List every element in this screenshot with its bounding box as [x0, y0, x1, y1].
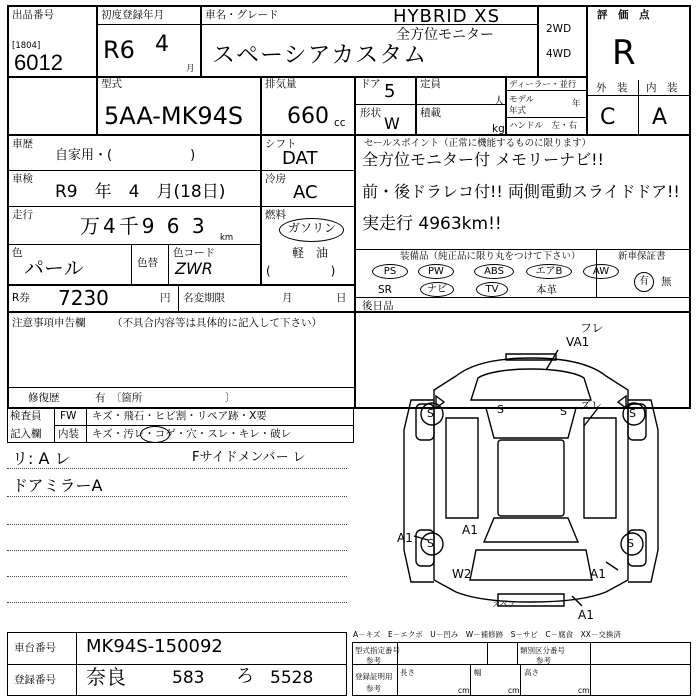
- equip-airbag: エアB: [526, 264, 572, 279]
- plate-class: 583: [172, 668, 205, 688]
- chassis-value: MK94S-150092: [86, 636, 223, 657]
- inspector-label-2: 記入欄: [10, 428, 42, 440]
- fuel-label: 燃料: [265, 209, 286, 221]
- shift-label: シフト: [265, 138, 297, 150]
- equip-leather: 本革: [536, 284, 557, 296]
- equip-navi: ナビ: [420, 282, 454, 297]
- sales-point-3: 実走行 4963km!!: [362, 214, 502, 234]
- mark-rr: S: [627, 537, 634, 550]
- first-reg-year: R6: [103, 36, 135, 64]
- displacement-label: 排気量: [265, 78, 297, 90]
- dealer-label: ディーラー・並行: [509, 80, 577, 90]
- width-unit: cm: [508, 686, 520, 695]
- diagram-legend: A－キズ E－エクボ U－凹み W－補修跡 S－サビ C－腐食 XX－交換済: [353, 630, 621, 639]
- grade-sub: 全方位モニター: [396, 27, 494, 43]
- inspector-label: 検査員: [10, 410, 42, 422]
- plate-kana: ろ: [236, 666, 254, 687]
- lot-sub: [1804]: [12, 41, 41, 51]
- warranty-label: 新車保証書: [618, 251, 666, 262]
- type-label: 型式: [101, 78, 122, 90]
- color-value: パール: [24, 256, 84, 280]
- repair-value: 有 〔箇所: [95, 392, 143, 404]
- handwritten-note-2: ドアミラーA: [12, 476, 103, 495]
- shape-value: W: [384, 114, 400, 133]
- diagram-note-top-2: VA1: [566, 335, 590, 349]
- model-label: 車名・グレード: [205, 9, 279, 21]
- mark-roof-left: S: [497, 403, 504, 416]
- displacement-value: 660: [287, 104, 329, 129]
- rating-label: 評 価 点: [597, 9, 650, 21]
- inspection-label: 車検: [12, 173, 33, 185]
- sales-points-label: セールスポイント（正常に機能するものに限ります）: [364, 138, 592, 149]
- color-code-value: ZWR: [175, 259, 213, 278]
- first-reg-month-unit: 月: [186, 64, 195, 74]
- chassis-label: 車台番号: [14, 642, 56, 654]
- box3-label: 登録証明用: [355, 672, 393, 681]
- car-damage-diagram: [386, 330, 676, 620]
- sales-point-1: 全方位モニター付 メモリーナビ!!: [362, 150, 604, 169]
- equip-pw: PW: [418, 264, 454, 279]
- first-reg-month: 4: [155, 32, 169, 57]
- width-label: 幅: [474, 668, 482, 677]
- capacity-label: 定員: [420, 78, 441, 90]
- shape-label: 形状: [360, 107, 381, 119]
- sales-point-2: 前・後ドラレコ付!! 両側電動スライドドア!!: [362, 182, 680, 201]
- drive-4wd: 4WD: [546, 48, 572, 60]
- diagram-w2: W2: [452, 567, 472, 581]
- ac-label: 冷房: [265, 173, 286, 185]
- plate-number: 5528: [270, 668, 314, 688]
- name-change-day: 日: [336, 292, 347, 304]
- first-reg-label: 初度登録年月: [101, 9, 164, 21]
- lot-label: 出品番号: [12, 9, 54, 21]
- diagram-a1-bottom: A1: [578, 608, 594, 622]
- inspector-interior-label: 内装: [58, 428, 79, 440]
- equip-aw: AW: [583, 264, 619, 279]
- repair-close: 〕: [225, 392, 236, 404]
- car-name: スペーシアカスタム: [212, 42, 428, 68]
- mark-rl: S: [427, 537, 434, 550]
- name-change-month: 月: [282, 292, 293, 304]
- type-value: 5AA-MK94S: [104, 102, 244, 130]
- plate-label: 登録番号: [14, 674, 56, 686]
- color-change-label: 色替: [137, 257, 158, 269]
- doors-label: ドア: [360, 78, 381, 90]
- repair-label: 修復歴: [28, 392, 60, 404]
- use-value: 自家用・( ): [55, 148, 196, 163]
- recycle-label: R券: [12, 292, 30, 304]
- len-label: 長さ: [400, 668, 415, 677]
- fw-items: キズ・飛石・ヒビ割・リペア跡・X要: [92, 410, 267, 422]
- warranty-yes: 有: [634, 272, 654, 292]
- fuel-diesel: 軽 油: [292, 246, 329, 260]
- mileage-value: 万4千9 6 3: [80, 214, 208, 238]
- lot-number: 6012: [14, 50, 63, 75]
- box2-label: 類別区分番号: [520, 646, 565, 655]
- mark-roof-right: S: [560, 405, 567, 418]
- diagram-mark-zure: ズレ: [580, 399, 602, 412]
- mark-fr: S: [629, 407, 636, 420]
- plate-area: 奈良: [86, 665, 126, 689]
- fw-label: FW: [60, 410, 77, 422]
- mileage-unit: km: [220, 233, 234, 243]
- color-label: 色: [12, 247, 23, 259]
- height-label: 高さ: [524, 668, 539, 677]
- notes-label: 注意事項申告欄: [12, 317, 86, 329]
- model-year-unit: 年: [572, 99, 581, 109]
- box2-ref: 参考: [536, 656, 551, 665]
- box1-label: 型式指定番号: [355, 646, 400, 655]
- fuel-gasoline: ガソリン: [288, 221, 337, 235]
- len-unit: cm: [458, 686, 470, 695]
- recycle-unit: 円: [160, 292, 171, 304]
- exterior-label: 外 装: [596, 82, 628, 94]
- equip-sr: SR: [378, 284, 392, 296]
- year-label: 年式: [509, 106, 527, 116]
- interior-label: 内 装: [646, 82, 678, 94]
- height-unit: cm: [578, 686, 590, 695]
- exterior-grade: C: [600, 105, 616, 130]
- displacement-unit: cc: [334, 117, 346, 129]
- recycle-value: 7230: [58, 286, 109, 310]
- use-label: 車歴: [12, 138, 33, 150]
- box1-ref: 参考: [366, 656, 381, 665]
- model-year-label: モデル: [509, 95, 535, 105]
- diagram-a1-mid: A1: [462, 523, 478, 537]
- handwritten-note-1: リ: A レ: [12, 449, 71, 468]
- interior-grade: A: [652, 105, 668, 130]
- ac-value: AC: [293, 182, 318, 203]
- equip-abs: ABS: [474, 264, 514, 279]
- color-code-label: 色コード: [173, 247, 215, 259]
- box3-ref: 参考: [366, 684, 381, 693]
- diagram-note-top: フレ: [580, 321, 604, 335]
- mark-fl: S: [427, 407, 434, 420]
- back-seat-label: 後日品: [362, 300, 394, 312]
- shift-value: DAT: [282, 148, 318, 169]
- diagram-a1-left: A1: [397, 531, 413, 545]
- fuel-paren: ( ): [266, 264, 336, 278]
- name-change-label: 名変期限: [183, 292, 225, 304]
- grade: HYBRID XS: [393, 6, 501, 27]
- mileage-label: 走行: [12, 209, 33, 221]
- capacity-unit: 人: [494, 95, 505, 107]
- rating-value: R: [612, 33, 636, 73]
- doors-value: 5: [384, 81, 396, 102]
- handle-label: ハンドル 左・右: [509, 121, 578, 131]
- load-unit: kg: [492, 123, 505, 135]
- drive-2wd: 2WD: [546, 23, 572, 35]
- equipment-label: 装備品（純正品に限り丸をつけて下さい）: [400, 251, 581, 262]
- warranty-no: 無: [661, 276, 672, 288]
- handwritten-note-3: Fサイドメンバー レ: [192, 450, 306, 465]
- load-label: 積載: [420, 107, 441, 119]
- stain-circle: [140, 426, 170, 443]
- equip-tv: TV: [476, 282, 508, 297]
- interior-items: キズ・汚レ・コゲ・穴・スレ・キレ・破レ: [92, 428, 292, 440]
- equip-ps: PS: [372, 264, 408, 279]
- notes-instruction: （不具合内容等は具体的に記入して下さい）: [112, 317, 322, 329]
- diagram-a1-right: A1: [590, 567, 606, 581]
- inspection-value: R9 年 4 月(18日): [55, 182, 226, 202]
- diagram-spare: スペア: [492, 600, 516, 609]
